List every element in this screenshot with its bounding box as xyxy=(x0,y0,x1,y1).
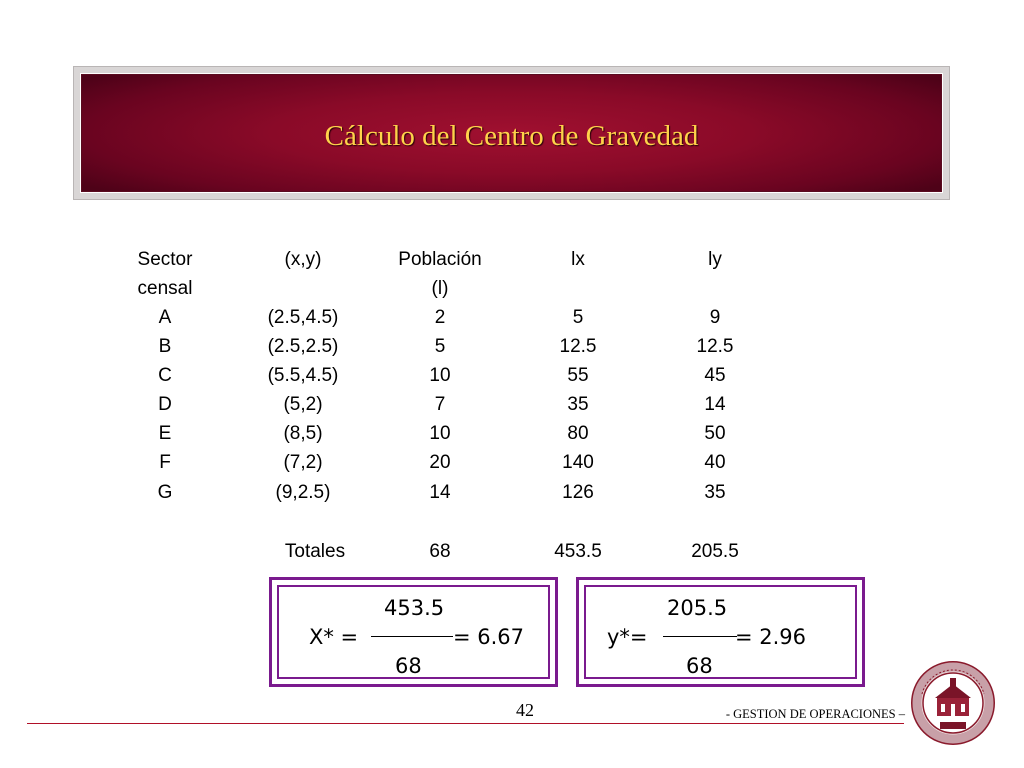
header-sector-line2: censal xyxy=(137,278,193,299)
cell-ly: 35 xyxy=(704,482,726,503)
cell-population: 7 xyxy=(434,394,446,415)
cell-ly: 9 xyxy=(709,307,721,328)
cell-lx: 35 xyxy=(567,394,589,415)
university-seal-logo xyxy=(910,660,996,746)
y-formula-rhs: = 2.96 xyxy=(735,625,807,649)
x-formula-numerator: 453.5 xyxy=(384,596,445,620)
cell-population: 10 xyxy=(429,365,451,386)
cell-ly: 50 xyxy=(704,423,726,444)
footer-course-title: - GESTION DE OPERACIONES – xyxy=(725,707,905,721)
cell-sector: A xyxy=(158,307,172,328)
cell-population: 10 xyxy=(429,423,451,444)
totals-label: Totales xyxy=(284,541,346,562)
header-population: Población xyxy=(398,249,482,270)
header-coords: (x,y) xyxy=(284,249,322,270)
y-formula-numerator: 205.5 xyxy=(667,596,728,620)
cell-ly: 40 xyxy=(704,452,726,473)
x-formula-lhs: X* = xyxy=(309,625,359,649)
totals-lx: 453.5 xyxy=(554,541,602,562)
cell-population: 5 xyxy=(434,336,446,357)
cell-coords: (9,2.5) xyxy=(275,482,331,503)
cell-coords: (7,2) xyxy=(283,452,323,473)
header-ly: ly xyxy=(708,249,722,270)
cell-lx: 126 xyxy=(562,482,594,503)
x-formula-box xyxy=(269,577,558,687)
cell-lx: 55 xyxy=(567,365,589,386)
header-population-line2: (l) xyxy=(431,278,449,299)
cell-coords: (8,5) xyxy=(283,423,323,444)
cell-coords: (5,2) xyxy=(283,394,323,415)
cell-lx: 140 xyxy=(562,452,594,473)
x-formula-rhs: = 6.67 xyxy=(453,625,525,649)
y-formula-box xyxy=(576,577,865,687)
cell-sector: C xyxy=(158,365,172,386)
cell-ly: 14 xyxy=(704,394,726,415)
totals-population: 68 xyxy=(429,541,451,562)
x-formula-fraction-bar xyxy=(371,636,453,637)
cell-ly: 12.5 xyxy=(696,336,734,357)
header-lx: lx xyxy=(571,249,585,270)
cell-coords: (5.5,4.5) xyxy=(267,365,339,386)
x-formula-denominator: 68 xyxy=(395,654,422,678)
header-sector: Sector xyxy=(137,249,193,270)
cell-lx: 80 xyxy=(567,423,589,444)
cell-coords: (2.5,2.5) xyxy=(267,336,339,357)
y-formula-denominator: 68 xyxy=(686,654,713,678)
y-formula-fraction-bar xyxy=(663,636,737,637)
cell-population: 20 xyxy=(429,452,451,473)
cell-lx: 12.5 xyxy=(559,336,597,357)
cell-population: 14 xyxy=(429,482,451,503)
cell-sector: B xyxy=(158,336,172,357)
page-number: 42 xyxy=(516,700,534,720)
cell-sector: E xyxy=(158,423,172,444)
footer-divider xyxy=(27,723,904,724)
cell-ly: 45 xyxy=(704,365,726,386)
cell-coords: (2.5,4.5) xyxy=(267,307,339,328)
totals-ly: 205.5 xyxy=(691,541,739,562)
cell-sector: F xyxy=(159,452,171,473)
slide-title: Cálculo del Centro de Gravedad xyxy=(324,120,699,152)
cell-population: 2 xyxy=(434,307,446,328)
y-formula-lhs: y*= xyxy=(607,625,648,649)
cell-sector: D xyxy=(158,394,172,415)
cell-lx: 5 xyxy=(572,307,584,328)
cell-sector: G xyxy=(157,482,173,503)
